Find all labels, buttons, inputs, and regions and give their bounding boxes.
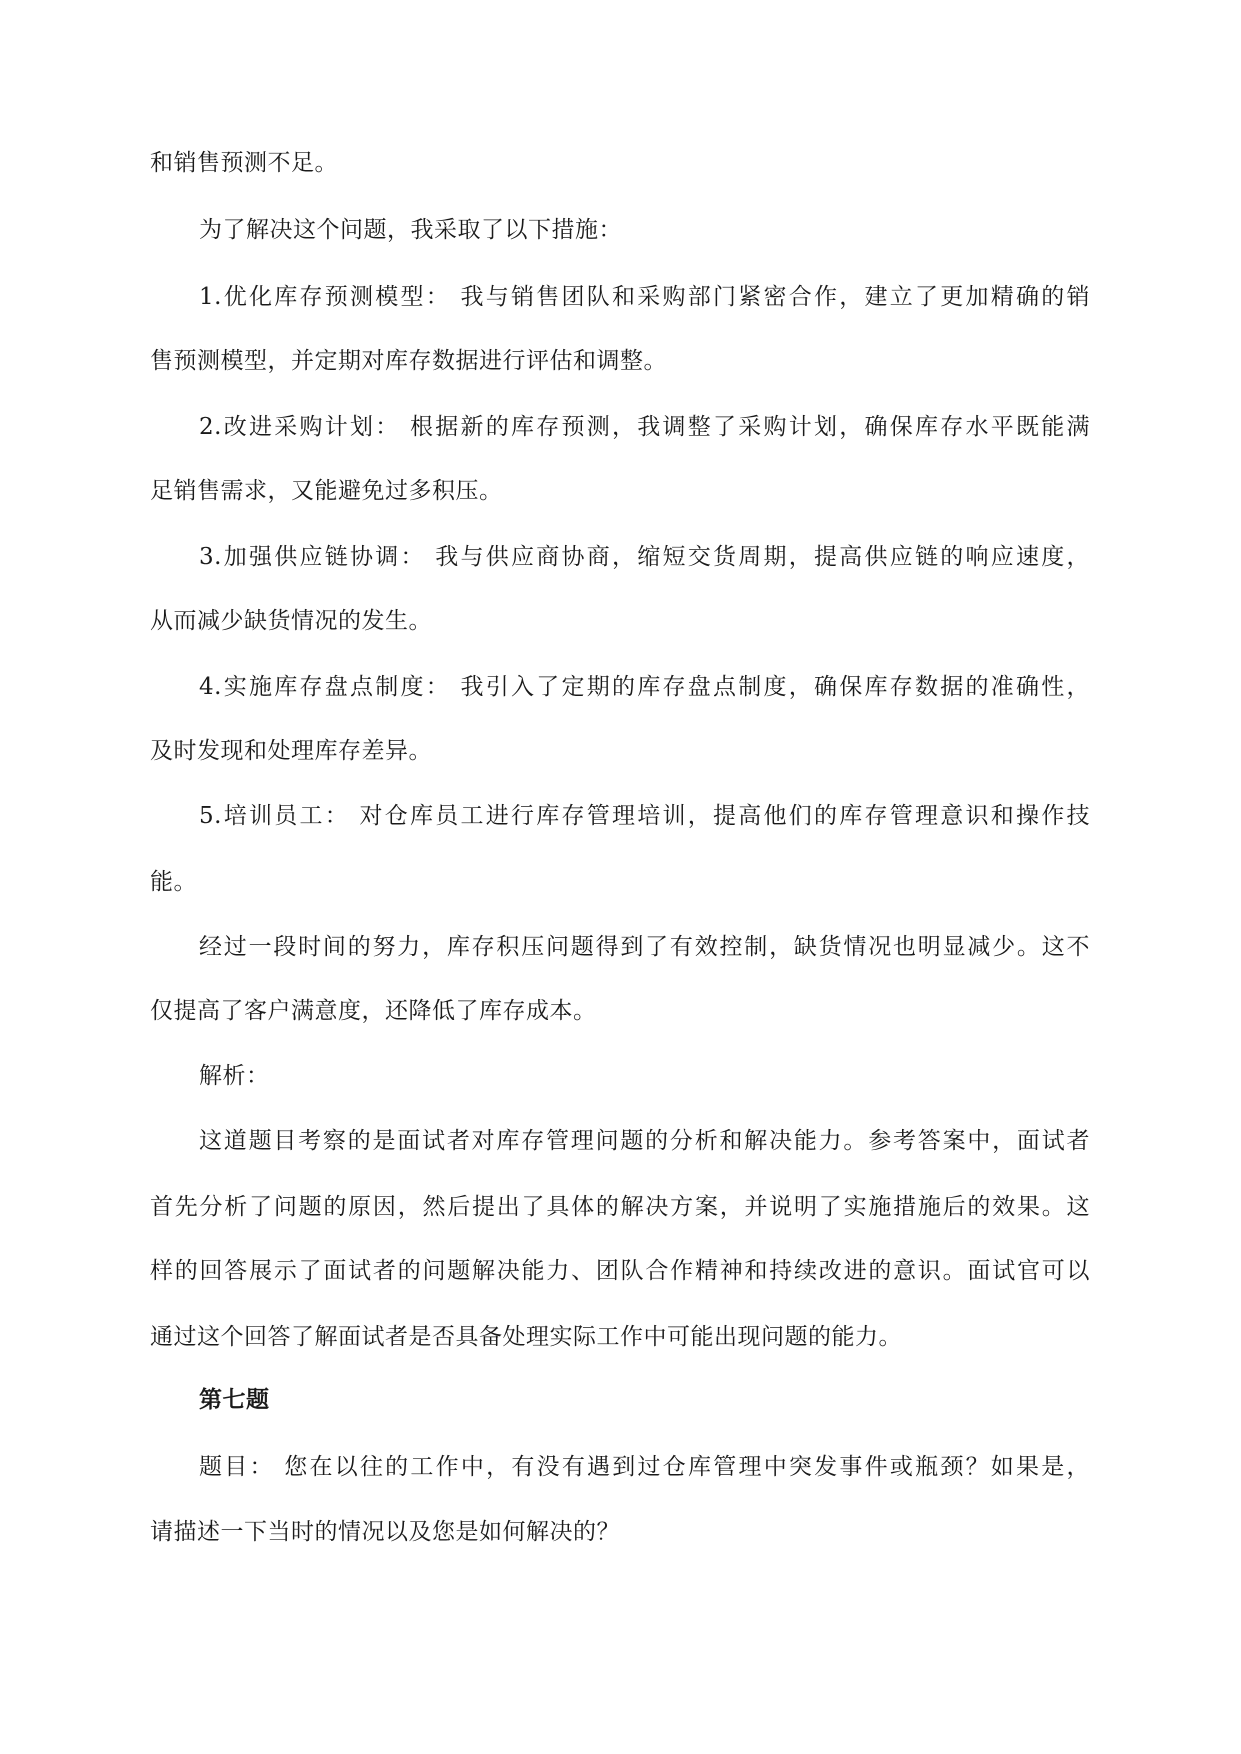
question-heading: 第七题 [199,1386,270,1413]
list-item-line: 1.优化库存预测模型： 我与销售团队和采购部门紧密合作，建立了更加精确的销 [199,284,1090,310]
list-item-line: 售预测模型，并定期对库存数据进行评估和调整。 [150,348,667,374]
list-item-line: 3.加强供应链协调： 我与供应商协商，缩短交货周期，提高供应链的响应速度， [199,544,1090,570]
paragraph-line: 样的回答展示了面试者的问题解决能力、团队合作精神和持续改进的意识。面试官可以 [150,1258,1090,1284]
paragraph-line: 首先分析了问题的原因，然后提出了具体的解决方案，并说明了实施措施后的效果。这 [150,1194,1090,1220]
question-text-line: 题目： 您在以往的工作中，有没有遇到过仓库管理中突发事件或瓶颈？如果是， [199,1454,1090,1480]
paragraph-line: 经过一段时间的努力，库存积压问题得到了有效控制，缺货情况也明显减少。这不 [199,934,1090,960]
list-item-line: 2.改进采购计划： 根据新的库存预测，我调整了采购计划，确保库存水平既能满 [199,414,1090,440]
list-item-line: 足销售需求，又能避免过多积压。 [150,478,503,504]
paragraph-line: 通过这个回答了解面试者是否具备处理实际工作中可能出现问题的能力。 [150,1324,902,1350]
paragraph-line: 为了解决这个问题，我采取了以下措施： [199,217,622,243]
paragraph-line: 这道题目考察的是面试者对库存管理问题的分析和解决能力。参考答案中，面试者 [199,1128,1090,1154]
paragraph-line: 和销售预测不足。 [150,150,338,176]
list-item-line: 及时发现和处理库存差异。 [150,738,432,764]
list-item-line: 从而减少缺货情况的发生。 [150,608,432,634]
question-text-line: 请描述一下当时的情况以及您是如何解决的？ [150,1519,620,1545]
list-item-line: 4.实施库存盘点制度： 我引入了定期的库存盘点制度，确保库存数据的准确性， [199,674,1090,700]
list-item-line: 能。 [150,869,197,895]
section-label: 解析： [199,1063,270,1089]
paragraph-line: 仅提高了客户满意度，还降低了库存成本。 [150,998,597,1024]
list-item-line: 5.培训员工： 对仓库员工进行库存管理培训，提高他们的库存管理意识和操作技 [199,803,1090,829]
